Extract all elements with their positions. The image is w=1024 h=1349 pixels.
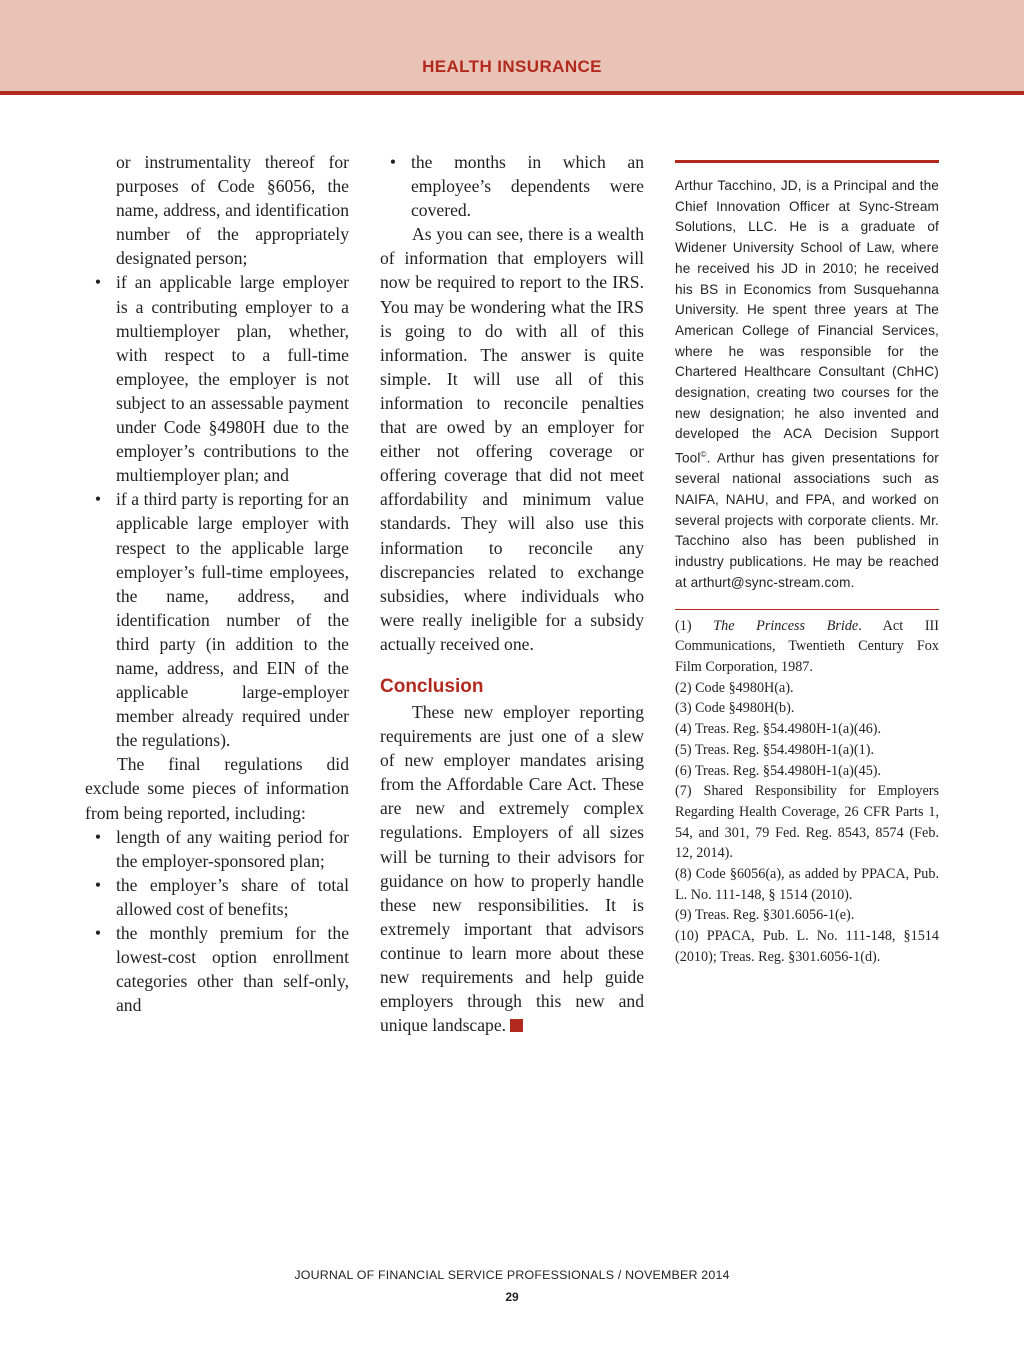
- list-item-text: the months in which an employee’s dependents were covered.: [411, 152, 644, 221]
- list-item: [85, 487, 349, 752]
- header-rule: [0, 91, 1024, 95]
- endnote: (2) Code §4980H(a).: [675, 679, 794, 696]
- body-paragraph: The final regulations did exclude some pieces of information from being reported, including:: [85, 754, 349, 823]
- list-item-text: if an applicable large employer is a contributing employer to a multiemployer plan, whether, with respect to a full-time employee, the employer is not subject to an assessable payment under Code §4980H due to the employer’s contributions to the multiemployer plan; and: [116, 272, 349, 486]
- bullet-icon: •: [389, 152, 397, 172]
- bullet-icon: •: [94, 923, 102, 943]
- endnote-text: . Act III Communications, Twentieth Century Fox Film Corporation, 1987.: [675, 617, 939, 675]
- sidebar-column: [675, 160, 939, 968]
- conclusion-heading: Conclusion: [380, 675, 484, 697]
- list-item-text: length of any waiting period for the employer-sponsored plan;: [116, 826, 349, 871]
- endnote: (6) Treas. Reg. §54.4980H-1(a)(45).: [675, 762, 882, 779]
- header-band: [0, 0, 1024, 91]
- endnote-title: The Princess Bride: [713, 617, 859, 634]
- section-label: HEALTH INSURANCE: [422, 57, 602, 76]
- list-item-text: or instrumentality thereof for purposes of Code §6056, the name, address, and identification number of the appropriately designated person;: [116, 152, 349, 269]
- page-number: 29: [505, 1290, 519, 1304]
- list-item: [85, 270, 349, 487]
- bullet-icon: •: [94, 826, 102, 847]
- endnote: (8) Code §6056(a), as added by PPACA, Pub. L. No. 111-148, § 1514 (2010).: [675, 866, 939, 903]
- list-item: [85, 825, 349, 873]
- list-item-text: the employer’s share of total allowed cost of benefits;: [116, 874, 349, 919]
- endnote: (9) Treas. Reg. §301.6056-1(e).: [675, 907, 855, 924]
- list-item: [85, 921, 349, 1017]
- excluded-items-list-cont: [380, 150, 644, 222]
- endnote-number: (1): [675, 617, 692, 634]
- article-column-2: [380, 150, 644, 1037]
- endnote: (7) Shared Responsibility for Employers Regarding Health Coverage, 26 CFR Parts 1, 54, and 301, 79 Fed. Reg. 8543, 8574 (Feb. 12, 2014).: [675, 783, 939, 862]
- bullet-icon: •: [94, 272, 102, 293]
- endnote: (3) Code §4980H(b).: [675, 700, 795, 717]
- list-item-text: the monthly premium for the lowest-cost option enrollment categories other than self-only, and: [116, 923, 349, 1016]
- reporting-items-list: [85, 150, 349, 752]
- bio-rule: [675, 160, 939, 163]
- endnote: (4) Treas. Reg. §54.4980H-1(a)(46).: [675, 721, 882, 738]
- conclusion-paragraph: [380, 700, 644, 1037]
- list-item: [380, 150, 644, 222]
- endnote: [675, 616, 939, 678]
- end-mark-icon: [510, 1019, 523, 1032]
- bullet-icon: •: [94, 874, 102, 895]
- body-paragraph: As you can see, there is a wealth of information that employers will now be required to report to the IRS. You may be wondering what the IRS is going to do with all of this information. The answer is quite simple. It will use all of this information to reconcile penalties that are owed by an employer for either not offering coverage or offering coverage that did not meet affordability and minimum value standards. They will also use this information to reconcile any discrepancies related to exchange subsidies, where individuals who were really ineligible for a subsidy actually received one.: [380, 224, 644, 654]
- notes-rule: [675, 609, 939, 610]
- list-item: [85, 873, 349, 921]
- endnotes: [675, 616, 939, 968]
- endnote: (5) Treas. Reg. §54.4980H-1(a)(1).: [675, 741, 874, 758]
- bullet-icon: •: [94, 489, 102, 510]
- endnote: (10) PPACA, Pub. L. No. 111-148, §1514 (2010); Treas. Reg. §301.6056-1(d).: [675, 928, 939, 965]
- excluded-items-list: [85, 825, 349, 1018]
- conclusion-text: These new employer reporting requirements are just one of a slew of new employer mandates arising from the Affordable Care Act. These are new and extremely complex regulations. Employers of all sizes will be turning to their advisors for guidance on how to properly handle these new responsibilities. It is extremely important that advisors continue to learn more about these new requirements and help guide employers through this new and unique landscape.: [380, 701, 644, 1036]
- list-item: [85, 150, 349, 270]
- bio-text: Arthur Tacchino, JD, is a Principal and the Chief Innovation Officer at Sync-Stream Solutions, LLC. He is a graduate of Widener University School of Law, where he received his JD in 2010; he received his BS in Economics from Susquehanna University. He spent three years at The American College of Financial Services, where he was responsible for the Chartered Healthcare Consultant (ChHC) designation, creating two courses for the new designation; he also invented and developed the ACA Decision Support Tool: [675, 178, 939, 466]
- footer-journal: JOURNAL OF FINANCIAL SERVICE PROFESSIONALS / NOVEMBER 2014: [294, 1268, 730, 1282]
- author-bio: [675, 176, 939, 594]
- copyright-mark: ©: [700, 450, 707, 460]
- list-item-text: if a third party is reporting for an applicable large employer with respect to the applicable large employer’s full-time employees, the name, address, and identification number of the third party (in addition to the name, address, and EIN of the applicable large-employer member already required under the regulations).: [116, 489, 349, 751]
- bio-text-cont: . Arthur has given presentations for several national associations such as NAIFA, NAHU, and FPA, and worked on several projects with corporate clients. Mr. Tacchino also has been published in industry publications. He may be reached at arthurt@sync-stream.com.: [675, 450, 939, 590]
- article-column-1: [85, 150, 349, 1017]
